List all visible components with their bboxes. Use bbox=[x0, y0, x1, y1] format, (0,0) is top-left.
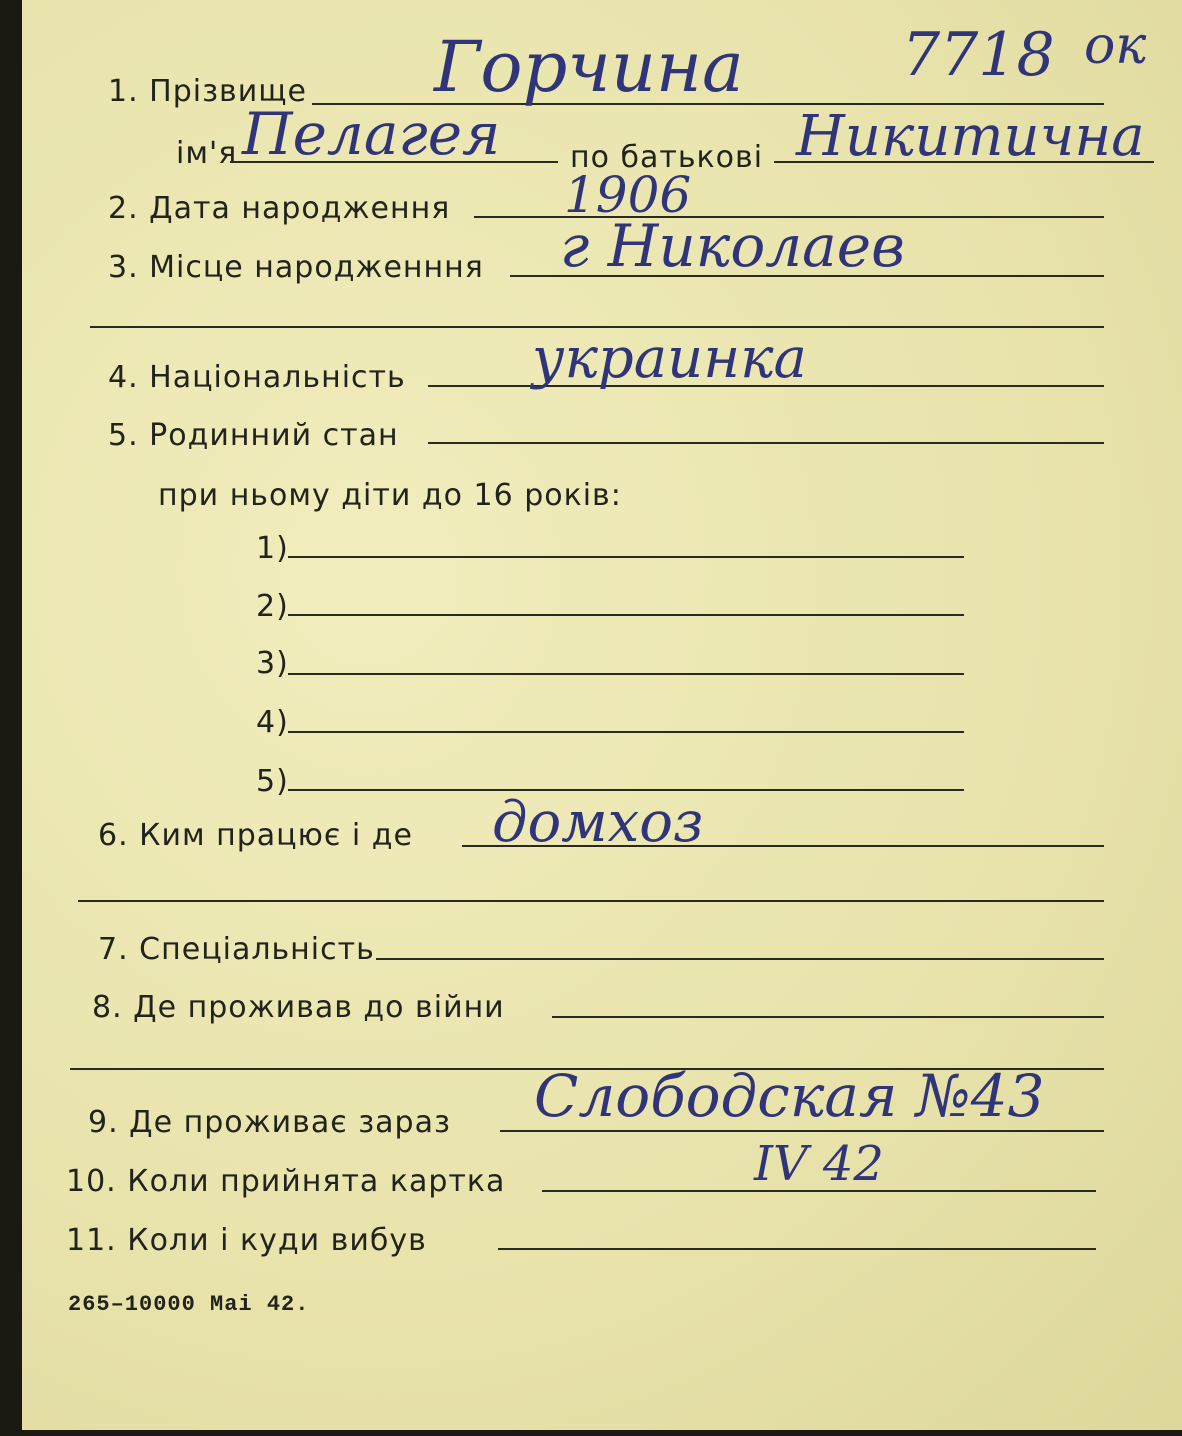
registration-card bbox=[22, 0, 1182, 1430]
first-name-handwritten: Пелагея bbox=[242, 100, 501, 168]
current-address-handwritten: Слободская №43 bbox=[534, 1062, 1045, 1130]
child-4-number: 4) bbox=[256, 705, 289, 740]
prewar-residence-label: Де проживав до війни bbox=[133, 990, 505, 1025]
child-5-number: 5) bbox=[256, 764, 289, 799]
surname-label: Прізвище bbox=[149, 74, 307, 109]
children-label: при ньому діти до 16 років: bbox=[158, 478, 622, 513]
child-1-number: 1) bbox=[256, 531, 289, 566]
print-run-footer: 265–10000 Mai 42. bbox=[68, 1292, 310, 1317]
child-1-line bbox=[288, 556, 964, 558]
nationality-label: Національність bbox=[149, 360, 406, 395]
marital-status-label: Родинний стан bbox=[149, 418, 399, 453]
field-1-number: 1. bbox=[108, 74, 139, 109]
specialty-line bbox=[376, 958, 1104, 960]
field-9-number: 9. bbox=[88, 1105, 119, 1140]
patronymic-handwritten: Никитична bbox=[796, 104, 1145, 169]
field-8-label bbox=[92, 990, 505, 1025]
marital-status-line bbox=[428, 442, 1104, 444]
field-6-number: 6. bbox=[98, 818, 129, 853]
nationality-handwritten: украинка bbox=[532, 326, 807, 391]
field-7-number: 7. bbox=[98, 932, 129, 967]
child-4-line bbox=[288, 731, 964, 733]
birth-date-label: Дата народження bbox=[149, 191, 451, 226]
patronymic-label: по батькові bbox=[570, 140, 764, 175]
prewar-residence-line bbox=[552, 1016, 1104, 1018]
child-3-number: 3) bbox=[256, 646, 289, 681]
surname-handwritten: Горчина bbox=[434, 26, 744, 108]
current-residence-label: Де проживає зараз bbox=[129, 1105, 451, 1140]
occupation-label: Ким працює і де bbox=[139, 818, 413, 853]
field-4-number: 4. bbox=[108, 360, 139, 395]
occupation-handwritten: домхоз bbox=[492, 790, 704, 855]
field-11-number: 11. bbox=[66, 1223, 117, 1258]
field-11-label bbox=[66, 1223, 427, 1258]
birth-place-label: Місце народженння bbox=[149, 250, 484, 285]
field-6-label bbox=[98, 818, 413, 853]
field-4-label bbox=[108, 360, 406, 395]
departure-line bbox=[498, 1248, 1096, 1250]
child-2-line bbox=[288, 614, 964, 616]
child-2-number: 2) bbox=[256, 589, 289, 624]
departure-label: Коли і куди вибув bbox=[127, 1223, 427, 1258]
field-5-number: 5. bbox=[108, 418, 139, 453]
field-2-number: 2. bbox=[108, 191, 139, 226]
continuation-line-2 bbox=[78, 900, 1104, 902]
field-8-number: 8. bbox=[92, 990, 123, 1025]
field-3-number: 3. bbox=[108, 250, 139, 285]
birth-year-handwritten: 1906 bbox=[564, 166, 692, 224]
field-5-label bbox=[108, 418, 399, 453]
first-name-label: ім'я bbox=[176, 136, 238, 171]
birth-place-handwritten: г Николаев bbox=[560, 212, 905, 280]
field-10-number: 10. bbox=[66, 1164, 117, 1199]
field-7-label bbox=[98, 932, 375, 967]
field-2-label bbox=[108, 191, 450, 226]
field-10-label bbox=[66, 1164, 505, 1199]
corner-number-handwritten: 7718 bbox=[902, 20, 1055, 90]
current-residence-line bbox=[500, 1130, 1104, 1132]
field-9-label bbox=[88, 1105, 451, 1140]
card-received-label: Коли прийнята картка bbox=[127, 1164, 506, 1199]
card-date-handwritten: IV 42 bbox=[754, 1136, 884, 1192]
specialty-label: Спеціальність bbox=[139, 932, 375, 967]
field-3-label bbox=[108, 250, 484, 285]
corner-mark-handwritten: ок bbox=[1084, 16, 1147, 76]
child-3-line bbox=[288, 673, 964, 675]
